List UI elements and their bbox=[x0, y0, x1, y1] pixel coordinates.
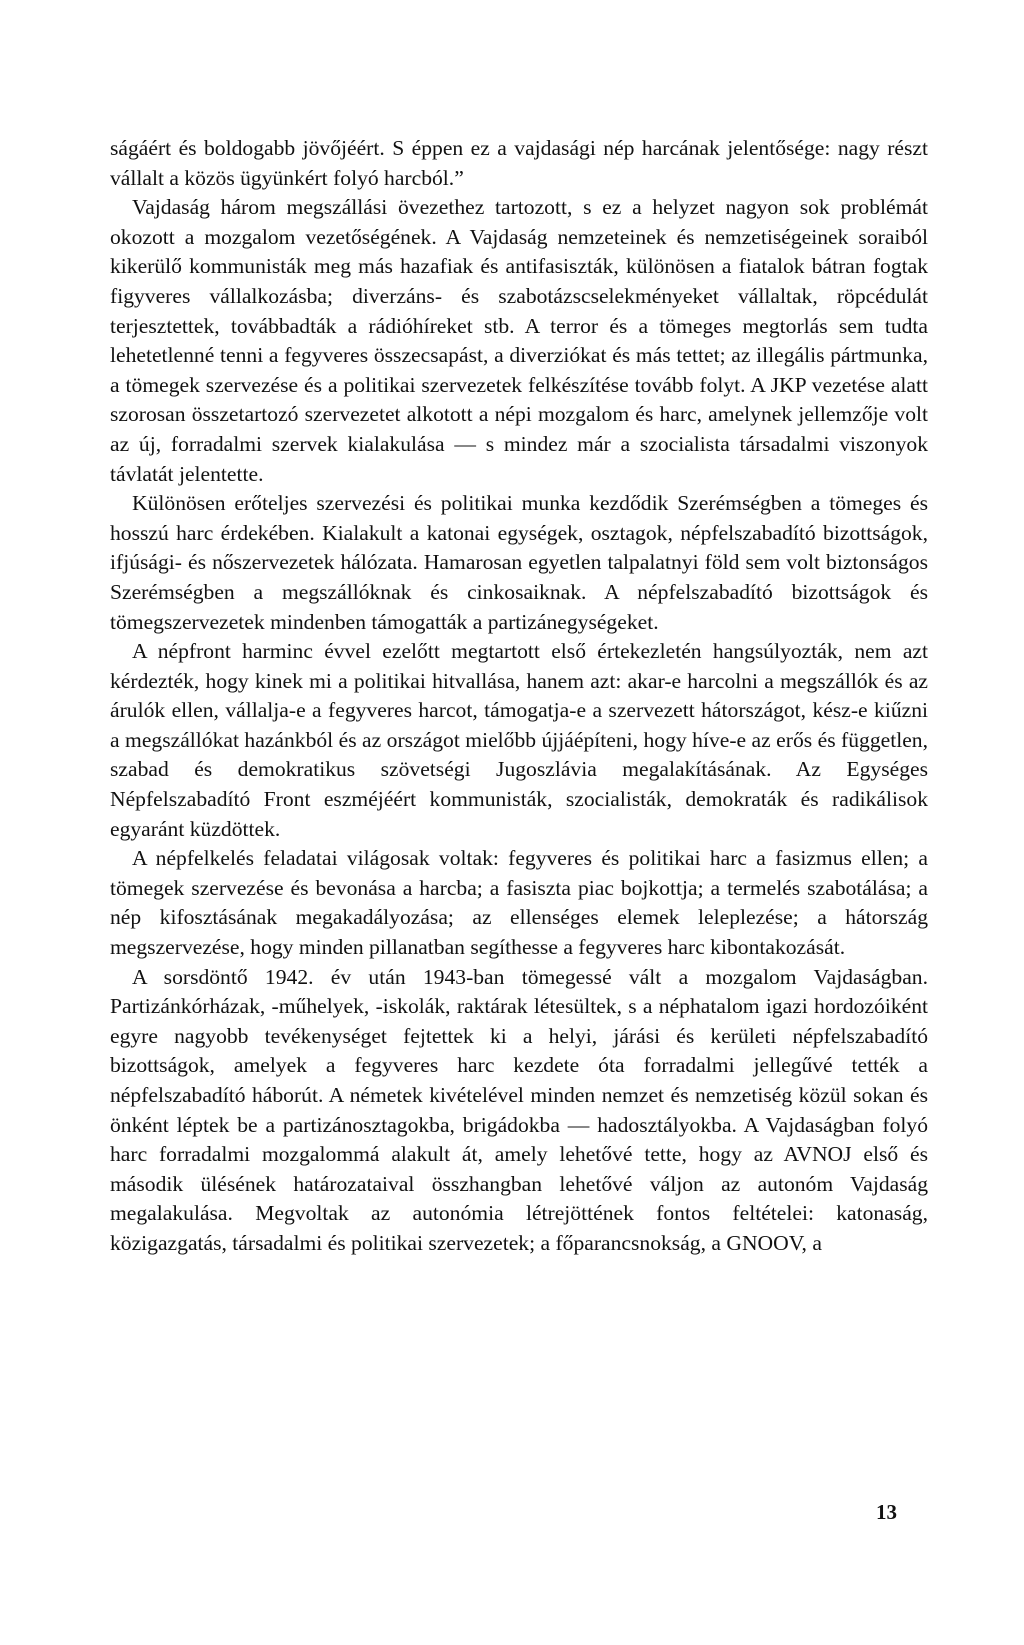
paragraph-1: ságáért és boldogabb jövőjéért. S éppen ez a vajdasági nép harcának jelentősége: nagy részt vállalt a közös ügyünkért folyó harcból.” bbox=[110, 136, 928, 190]
page-number: 13 bbox=[876, 1500, 897, 1524]
paragraph-3: Különösen erőteljes szervezési és politikai munka kezdődik Szerémségben a tömeges és hosszú harc érdekében. Kialakult a katonai egységek, osztagok, népfelszabadító bizottságok, ifjúsági- és nőszervezetek hálózata. Hamarosan egyetlen talpalatnyi föld sem volt biztonságos Szerémségben a megszállóknak és cinkosaiknak. A népfelszabadító bizottságok és tömegszervezetek mindenben támogatták a partizánegységeket. bbox=[110, 491, 928, 634]
paragraph-2: Vajdaság három megszállási övezethez tartozott, s ez a helyzet nagyon sok problémát okozott a mozgalom vezetőségének. A Vajdaság nemzeteinek és nemzetiségeinek soraiból kikerülő kommunisták meg más hazafiak és antifasiszták, különösen a fiatalok bátran fogtak figyveres vállalkozásba; diverzáns- és szabotázscselekményeket vállaltak, röpcédulát terjesztettek, továbbadták a rádióhíreket stb. A terror és a tömeges megtorlás sem tudta lehetetlenné tenni a fegyveres összecsapást, a diverziókat és más tettet; az illegális pártmunka, a tömegek szervezése és a politikai szervezetek felkészítése tovább folyt. A JKP vezetése alatt szorosan összetartozó szervezetet alkotott a népi mozgalom és harc, amelynek jellemzője volt az új, forradalmi szervek kialakulása — s mindez már a szocialista társadalmi viszonyok távlatát jelentette. bbox=[110, 195, 928, 486]
paragraph-5: A népfelkelés feladatai világosak voltak: fegyveres és politikai harc a fasizmus ellen; a tömegek szervezése és bevonása a harcba; a fasiszta piac bojkottja; a termelés szabotálása; a nép kifosztásának megakadályozása; az ellenséges elemek leleplezése; a hátország megszervezése, hogy minden pillanatban segíthesse a fegyveres harc kibontakozását. bbox=[110, 846, 928, 960]
paragraph-6: A sorsdöntő 1942. év után 1943-ban tömegessé vált a mozgalom Vajdaságban. Partizánkórházak, -műhelyek, -iskolák, raktárak létesültek, s a néphatalom igazi hordozóiként egyre nagyobb tevékenységet fejtettek ki a helyi, járási és kerületi népfelszabadító bizottságok, amelyek a fegyveres harc kezdete óta forradalmi jellegűvé tették a népfelszabadító háborút. A németek kivételével minden nemzet és nemzetiség közül sokan és önként léptek be a partizánosztagokba, brigádokba — hadosztályokba. A Vajdaságban folyó harc forradalmi mozgalommá alakult át, amely lehetővé tette, hogy az AVNOJ első és második ülésének határozataival összhangban lehetővé váljon az autonóm Vajdaság megalakulása. Megvoltak az autonómia létrejöttének fontos feltételei: katonaság, közigazgatás, társadalmi és politikai szervezetek; a főparancsnokság, a GNOOV, a bbox=[110, 964, 928, 1255]
paragraph-4: A népfront harminc évvel ezelőtt megtartott első értekezletén hangsúlyozták, nem azt kérdezték, hogy kinek mi a politikai hitvallása, hanem azt: akar-e harcolni a megszállók és az árulók ellen, vállalja-e a fegyveres harcot, támogatja-e a szervezett hátországot, kész-e kiűzni a megszállókat hazánkból és az országot mielőbb újjáépíteni, hogy híve-e az erős és független, szabad és demokratikus szövetségi Jugoszlávia megalakításának. Az Egységes Népfelszabadító Front eszméjéért kommunisták, szocialisták, demokraták és radikálisok egyaránt küzdöttek. bbox=[110, 639, 928, 841]
page-body bbox=[110, 134, 928, 1259]
